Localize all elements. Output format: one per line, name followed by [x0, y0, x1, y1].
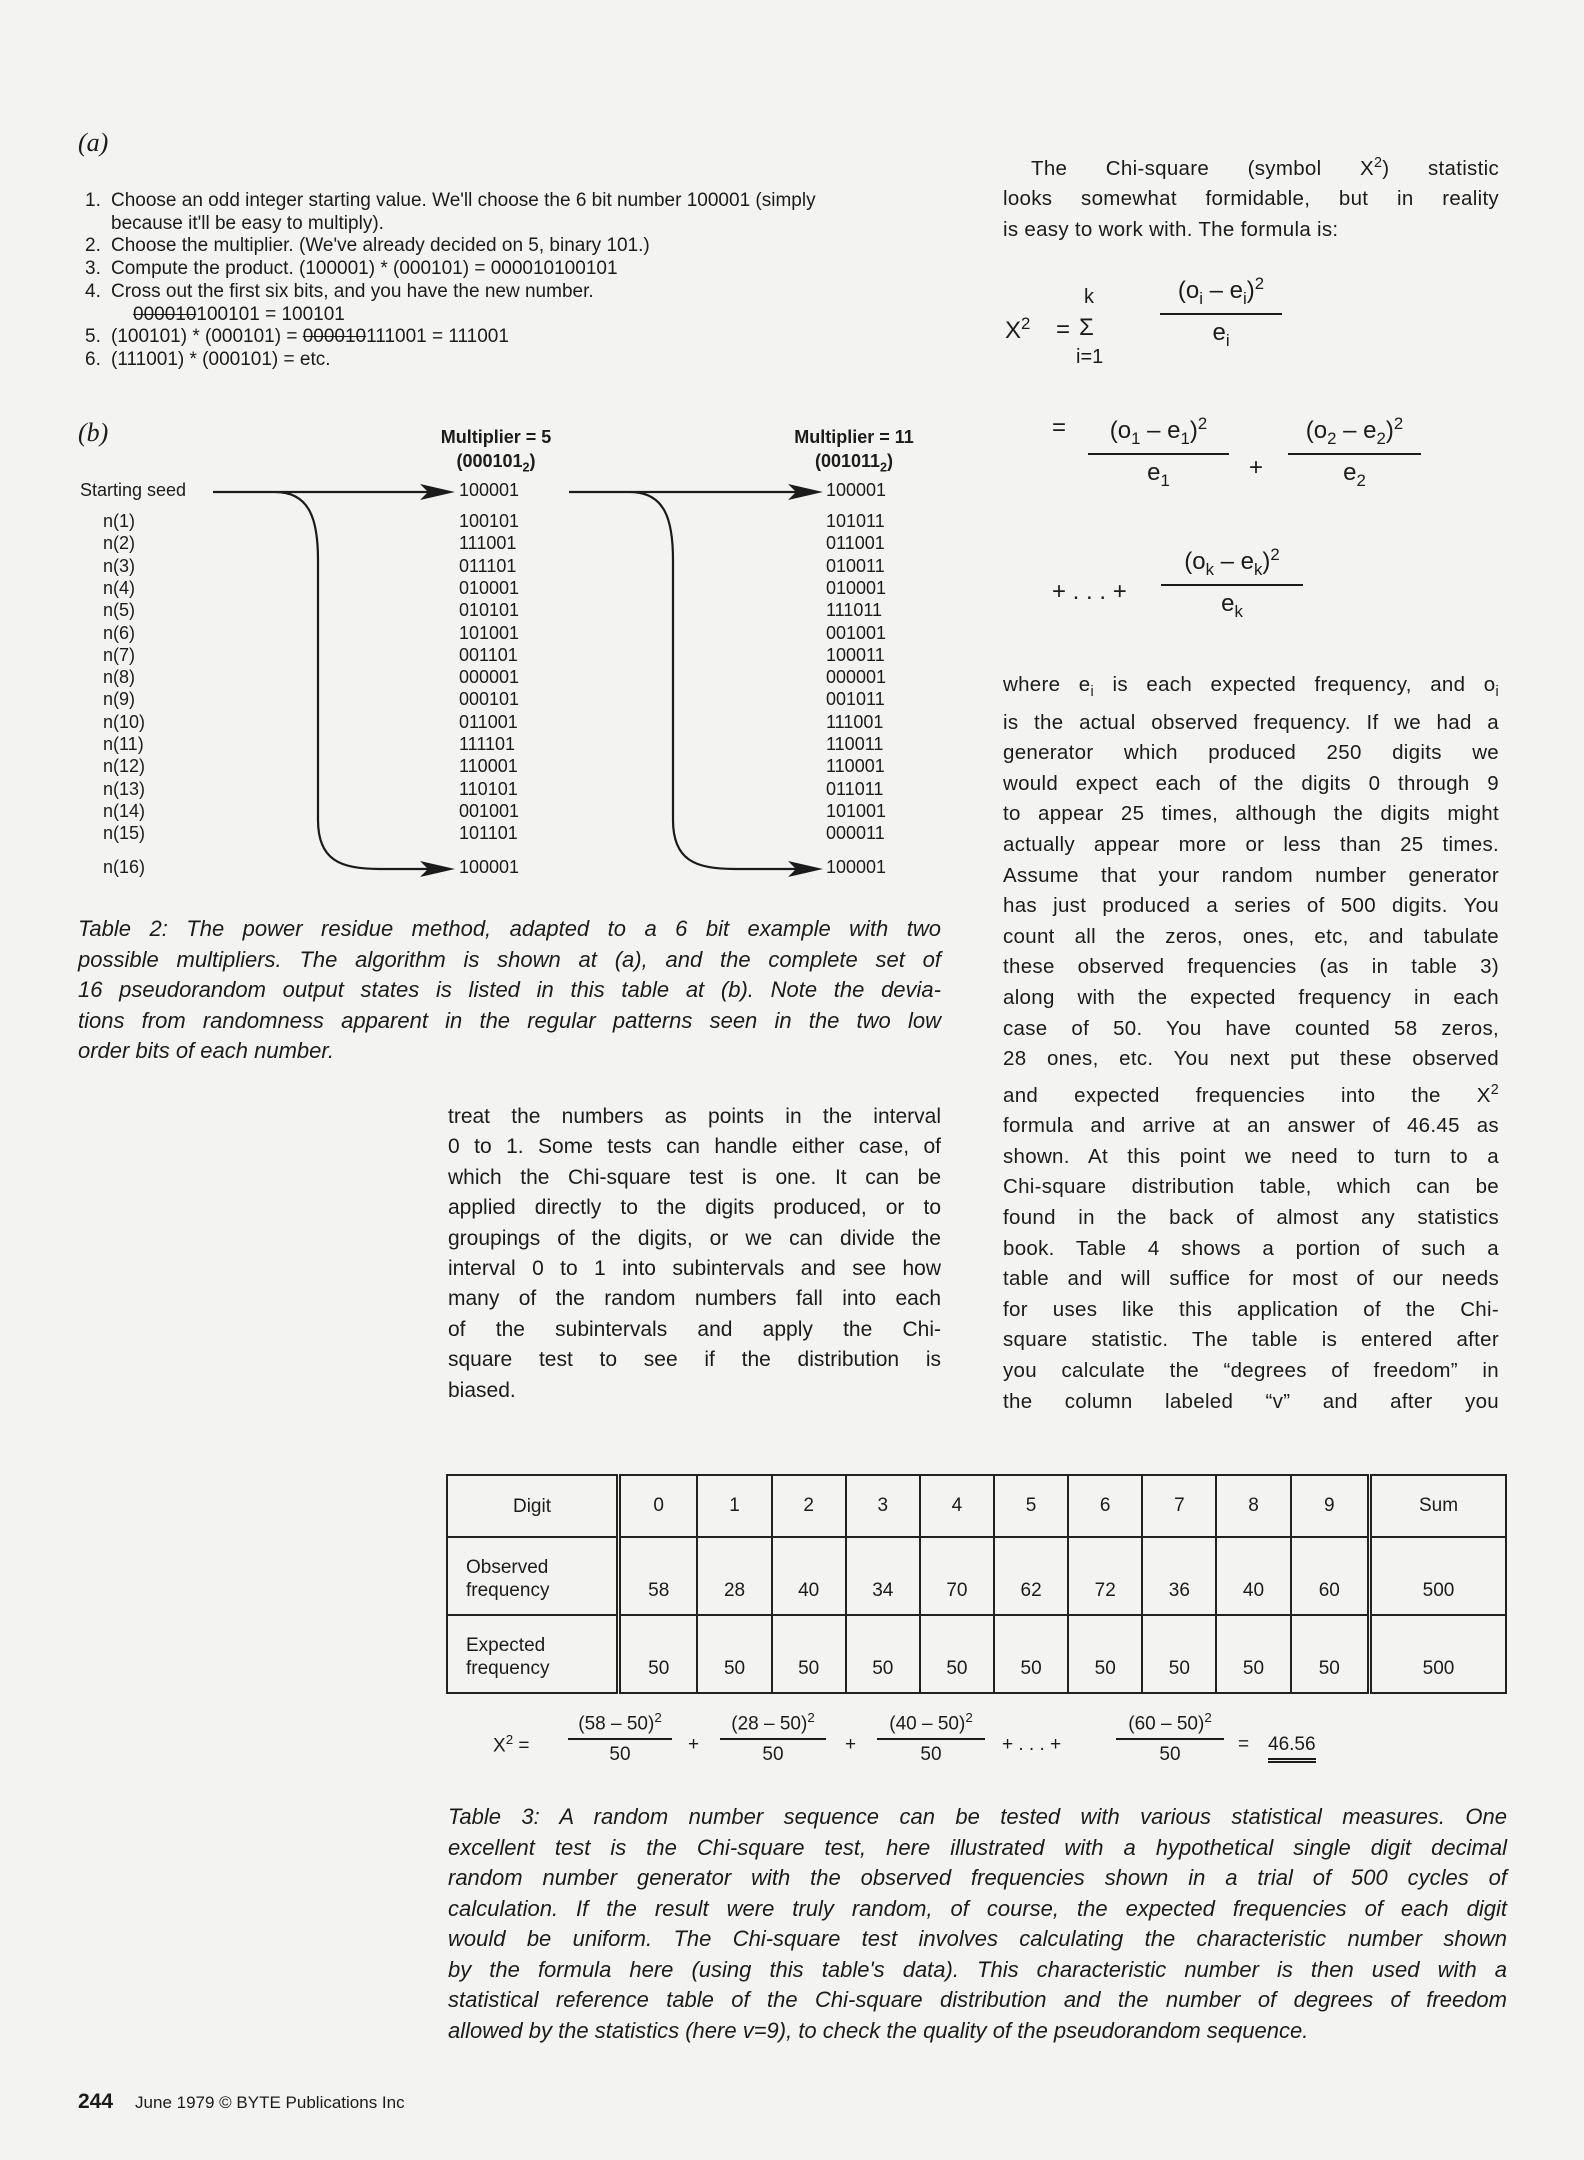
caption-line: possible multipliers. The algorithm is shown at (a), and the complete set of [78, 946, 941, 972]
body-line: would expect each of the digits 0 through 9 [1003, 771, 1499, 795]
caption-line: would be uniform. The Chi-square test involves calculating the characteristic number shown [448, 1926, 1507, 1951]
sequence-n: n(7) [103, 644, 136, 665]
caption-line: Table 2: The power residue method, adapted to a 6 bit example with two [78, 916, 941, 941]
observed-cell: 40 [772, 1537, 846, 1615]
cycle-arrows [0, 0, 1000, 900]
observed-cell: 62 [994, 1537, 1068, 1615]
step-body: Cross out the first six bits, and you have the new number. [111, 280, 594, 302]
sequence-m11: 100011 [826, 644, 885, 665]
expected-cell: 50 [619, 1615, 698, 1693]
body-line: and expected frequencies into the $X^2$ [1003, 1081, 1499, 1107]
sequence-n: n(3) [103, 555, 136, 576]
sequence-m5: 100101 [459, 511, 520, 531]
sequence-m5: 000101 [459, 689, 520, 710]
body-line: where $e_i$ is each expected frequency, and $o_i$ [1003, 673, 1500, 701]
caption-line: excellent test is the Chi-square test, here illustrated with a hypothetical single digit decimal [448, 1834, 1507, 1860]
calc-term: (58 – 50)$^2$ 50 [568, 1710, 672, 1766]
sequence-m11: 011001 [826, 533, 885, 554]
sequence-m5: 110101 [459, 778, 518, 799]
multiplier-11-title: Multiplier = 11 [794, 427, 914, 447]
sequence-m11: 010001 [826, 577, 887, 598]
body-line: table and will suffice for most of our needs [1003, 1267, 1499, 1291]
formula-lhs: $X^2$ [1005, 314, 1031, 344]
body-line: the column labeled “v” and after you [1003, 1389, 1499, 1413]
step-number: 6. [85, 348, 101, 370]
digit-header: 6 [1068, 1475, 1142, 1537]
calc-lhs: $X^2$ = [493, 1732, 530, 1757]
expected-cell: 50 [920, 1615, 994, 1693]
step-number: 5. [85, 326, 101, 348]
sequence-m5: 111001 [459, 533, 517, 554]
body-line: you calculate the “degrees of freedom” in [1003, 1358, 1499, 1382]
calc-term: (60 – 50)$^2$ 50 [1116, 1710, 1224, 1766]
digit-header: 1 [697, 1475, 771, 1537]
sequence-n: n(14) [103, 800, 146, 821]
chi-square-intro [1003, 148, 1499, 246]
sequence-m11: 001011 [826, 689, 885, 710]
digit-header: 3 [846, 1475, 920, 1537]
seed-mult11: 100001 [826, 480, 887, 500]
sequence-m11: 000001 [826, 667, 887, 688]
caption-line: tions from randomness apparent in the regular patterns seen in the two low [78, 1007, 941, 1033]
sequence-n: n(9) [103, 689, 136, 710]
step-body: 111001 = 111001 [366, 326, 509, 348]
digit-header: 7 [1142, 1475, 1216, 1537]
observed-sum: 500 [1370, 1537, 1507, 1615]
sequence-m11: 010011 [826, 555, 885, 576]
body-line: applied directly to the digits produced, or to [448, 1196, 941, 1220]
sigma-icon: Σ [1079, 314, 1094, 341]
observed-cell: 58 [619, 1537, 698, 1615]
sum-lower: i=1 [1076, 346, 1104, 368]
sequence-n: n(4) [103, 577, 136, 598]
sequence-m5: 010101 [459, 600, 520, 621]
multiplier-5-title: Multiplier = 5 [440, 427, 552, 447]
expected-cell: 50 [846, 1615, 920, 1693]
digit-header: 5 [994, 1475, 1068, 1537]
caption-line: statistical reference table of the Chi-square distribution and the number of degrees of freedom [448, 1987, 1507, 2012]
body-line: Chi-square distribution table, which can be [1003, 1175, 1499, 1199]
step-body: (111001) * (000101) = etc. [111, 348, 331, 370]
sequence-m11: 110011 [826, 734, 884, 754]
sum-upper: k [1084, 286, 1094, 308]
body-line: to appear 25 times, although the digits might [1003, 802, 1499, 826]
body-line: has just produced a series of 500 digits. You [1003, 894, 1499, 918]
sequence-n: n(12) [103, 756, 146, 777]
sequence-m11: 011011 [826, 778, 884, 799]
step-number: 2. [85, 235, 101, 257]
frequency-table [446, 1474, 1507, 1694]
intro-line: ) statistic [1382, 156, 1500, 180]
expected-cell: 50 [697, 1615, 771, 1693]
expected-cell: 50 [1142, 1615, 1216, 1693]
body-line: which the Chi-square test is one. It can be [448, 1165, 941, 1189]
body-line: interval 0 to 1 into subintervals and see how [448, 1257, 941, 1281]
observed-cell: 60 [1291, 1537, 1370, 1615]
sequence-n: n(13) [103, 778, 146, 799]
step-number: 3. [85, 258, 101, 280]
sequence-n: n(10) [103, 711, 146, 732]
label-a: (a) [78, 128, 109, 157]
body-line: formula and arrive at an answer of 46.45 as [1003, 1114, 1499, 1138]
digit-header: 9 [1291, 1475, 1370, 1537]
plus-sign: + [688, 1734, 700, 1755]
digit-header: 4 [920, 1475, 994, 1537]
table-row-observed [447, 1537, 1506, 1615]
superscript: 2 [1374, 155, 1383, 171]
body-line: for uses like this application of the Chi- [1003, 1297, 1499, 1321]
observed-cell: 70 [920, 1537, 994, 1615]
sequence-m11: 110001 [826, 756, 885, 777]
general-term: $(o_i - e_i)^2$ $e_i$ [1160, 274, 1282, 351]
step-body: Choose the multiplier. (We've already decided on 5, binary 101.) [111, 235, 650, 257]
body-line: book. Table 4 shows a portion of such a [1003, 1236, 1499, 1260]
body-text-right [1003, 670, 1499, 1417]
body-line: many of the random numbers fall into each [448, 1287, 941, 1311]
final-mult11: 100001 [826, 857, 887, 877]
body-line: square test to see if the distribution is [448, 1348, 941, 1372]
body-line: actually appear more or less than 25 times. [1003, 833, 1499, 857]
body-line: 0 to 1. Some tests can handle either case, of [448, 1135, 941, 1159]
chi-square-result: 46.56 [1268, 1734, 1316, 1763]
multiplier-11-binary: (001011 [814, 451, 881, 471]
multiplier-5-header: Multiplier = 5 $(000101_2)$ [396, 425, 596, 480]
observed-cell: 28 [697, 1537, 771, 1615]
caption-line: calculation. If the result were truly random, of course, the expected frequencies of each digit [448, 1895, 1507, 1921]
sequence-n: n(1) [103, 511, 136, 531]
struck-bits: 000010 [302, 326, 367, 348]
caption-line: order bits of each number. [78, 1038, 334, 1063]
expected-cell: 50 [772, 1615, 846, 1693]
term-1: $(o_1 - e_1)^2$ $e_1$ [1088, 414, 1229, 491]
sequence-m5: 001001 [459, 800, 520, 821]
final-n-label: n(16) [103, 857, 146, 877]
sequence-m11: 001001 [826, 622, 887, 643]
digit-header: 0 [619, 1475, 698, 1537]
body-line: along with the expected frequency in each [1003, 986, 1499, 1010]
caption-line: by the formula here (using this table's data). This characteristic number is then used with a [448, 1956, 1507, 1982]
body-line: square statistic. The table is entered after [1003, 1328, 1499, 1352]
equals-sign: = [1238, 1734, 1250, 1755]
plus-sign: + [845, 1734, 857, 1755]
body-line: groupings of the digits, or we can divide the [448, 1226, 941, 1250]
sequence-m11: 101011 [826, 511, 885, 531]
subscript: 2 [880, 460, 888, 475]
body-line: is the actual observed frequency. If we had a [1003, 710, 1499, 734]
sequence-m11: 000011 [826, 823, 885, 844]
caption-line: allowed by the statistics (here v=9), to check the quality of the pseudorandom sequence. [448, 2017, 1309, 2043]
body-line: found in the back of almost any statistics [1003, 1206, 1499, 1230]
equals-sign: = [1052, 414, 1067, 441]
sequence-m5: 110001 [459, 756, 518, 777]
sequence-m5: 001101 [459, 644, 518, 665]
sequence-m11: 111011 [826, 600, 883, 621]
seed-mult5: 100001 [459, 480, 520, 500]
multiplier-11-header: Multiplier = 11 $(001011_2)$ [754, 425, 954, 480]
step-body: Choose an odd integer starting value. We'll choose the 6 bit number 100001 (simply [111, 190, 816, 211]
sequence-n: n(5) [103, 600, 136, 621]
sequence-m11: 101001 [826, 800, 887, 821]
expected-cell: 50 [1291, 1615, 1370, 1693]
body-line: of the subintervals and apply the Chi- [448, 1317, 941, 1341]
ellipsis: + . . . + [1052, 578, 1127, 605]
table-3-caption [448, 1802, 1507, 2046]
body-line: Assume that your random number generator [1003, 863, 1499, 887]
page-number: 244 [78, 2090, 114, 2113]
equals-sign: = [1056, 316, 1071, 343]
caption-line: 16 pseudorandom output states is listed in this table at (b). Note the devia- [78, 977, 941, 1002]
step-body: because it'll be easy to multiply). [111, 212, 384, 234]
sequence-m5: 010001 [459, 577, 520, 598]
sequence-m5: 000001 [459, 667, 520, 688]
sum-header: Sum [1370, 1475, 1507, 1537]
expected-sum: 500 [1370, 1615, 1507, 1693]
sequence-n: n(2) [103, 533, 136, 554]
sequence-n: n(6) [103, 622, 136, 643]
step-body: 100101 = 100101 [196, 303, 345, 325]
term-k: $(o_k - e_k)^2$ $e_k$ [1161, 545, 1303, 622]
calc-term: (28 – 50)$^2$ 50 [720, 1710, 826, 1766]
sequence-m11: 111001 [826, 711, 884, 732]
expected-cell: 50 [1068, 1615, 1142, 1693]
page-footer [78, 2090, 405, 2114]
sequence-n: n(8) [103, 667, 136, 688]
sequence-m5: 111101 [459, 734, 516, 754]
body-line: biased. [448, 1378, 516, 1402]
struck-bits: 000010 [133, 303, 197, 325]
subscript: 2 [522, 460, 530, 475]
observed-cell: 34 [846, 1537, 920, 1615]
row-label-observed: Observed frequency [447, 1537, 619, 1615]
body-line: case of 50. You have counted 58 zeros, [1003, 1016, 1499, 1040]
step-prefix: (100101) * (000101) = [111, 326, 303, 348]
body-line: generator which produced 250 digits we [1003, 741, 1499, 765]
intro-line: The Chi-square (symbol X [1031, 156, 1374, 180]
step-number: 4. [85, 280, 101, 302]
calc-term: (40 – 50)$^2$ 50 [877, 1710, 985, 1766]
sequence-n: n(15) [103, 823, 146, 844]
sequence-m5: 101001 [459, 622, 520, 643]
starting-seed-label: Starting seed [80, 480, 187, 500]
footer-credit: June 1979 © BYTE Publications Inc [135, 2093, 405, 2112]
body-text-middle [448, 1102, 941, 1406]
observed-cell: 72 [1068, 1537, 1142, 1615]
header-digit: Digit [447, 1475, 619, 1537]
step-body: Compute the product. (100001) * (000101) = 000010100101 [111, 258, 618, 280]
label-b: (b) [78, 418, 109, 447]
observed-cell: 36 [1142, 1537, 1216, 1615]
ellipsis: + . . . + [1002, 1734, 1062, 1755]
body-line: count all the zeros, ones, etc, and tabulate [1003, 924, 1499, 948]
term-2: $(o_2 - e_2)^2$ $e_2$ [1288, 414, 1421, 491]
row-label-expected: Expected frequency [447, 1615, 619, 1693]
final-mult5: 100001 [459, 857, 520, 877]
sequence-m5: 011101 [459, 555, 517, 576]
body-line: these observed frequencies (as in table 3) [1003, 955, 1499, 979]
sequence-m5: 011001 [459, 711, 518, 732]
body-line: treat the numbers as points in the interval [448, 1105, 941, 1128]
body-line: 28 ones, etc. You next put these observed [1003, 1047, 1499, 1071]
table-row-expected [447, 1615, 1506, 1693]
step-number: 1. [85, 190, 101, 211]
plus-sign: + [1249, 454, 1264, 481]
intro-line: is easy to work with. The formula is: [1003, 218, 1339, 242]
table-2-caption [78, 914, 941, 1067]
digit-header: 8 [1216, 1475, 1290, 1537]
arrow-line-1 [213, 492, 440, 869]
digit-header: 2 [772, 1475, 846, 1537]
arrow-line-2 [569, 492, 808, 869]
caption-line: random number generator with the observed frequencies shown in a trial of 500 cycles of [448, 1865, 1507, 1890]
sequence-n: n(11) [103, 734, 144, 754]
body-line: shown. At this point we need to turn to a [1003, 1144, 1499, 1168]
expected-cell: 50 [994, 1615, 1068, 1693]
expected-cell: 50 [1216, 1615, 1290, 1693]
caption-line: Table 3: A random number sequence can be tested with various statistical measures. One [448, 1804, 1507, 1829]
sequence-m5: 101101 [459, 823, 518, 844]
table-header-row [447, 1475, 1506, 1537]
intro-line: looks somewhat formidable, but in reality [1003, 187, 1499, 211]
observed-cell: 40 [1216, 1537, 1290, 1615]
multiplier-5-binary: (000101 [456, 451, 523, 471]
